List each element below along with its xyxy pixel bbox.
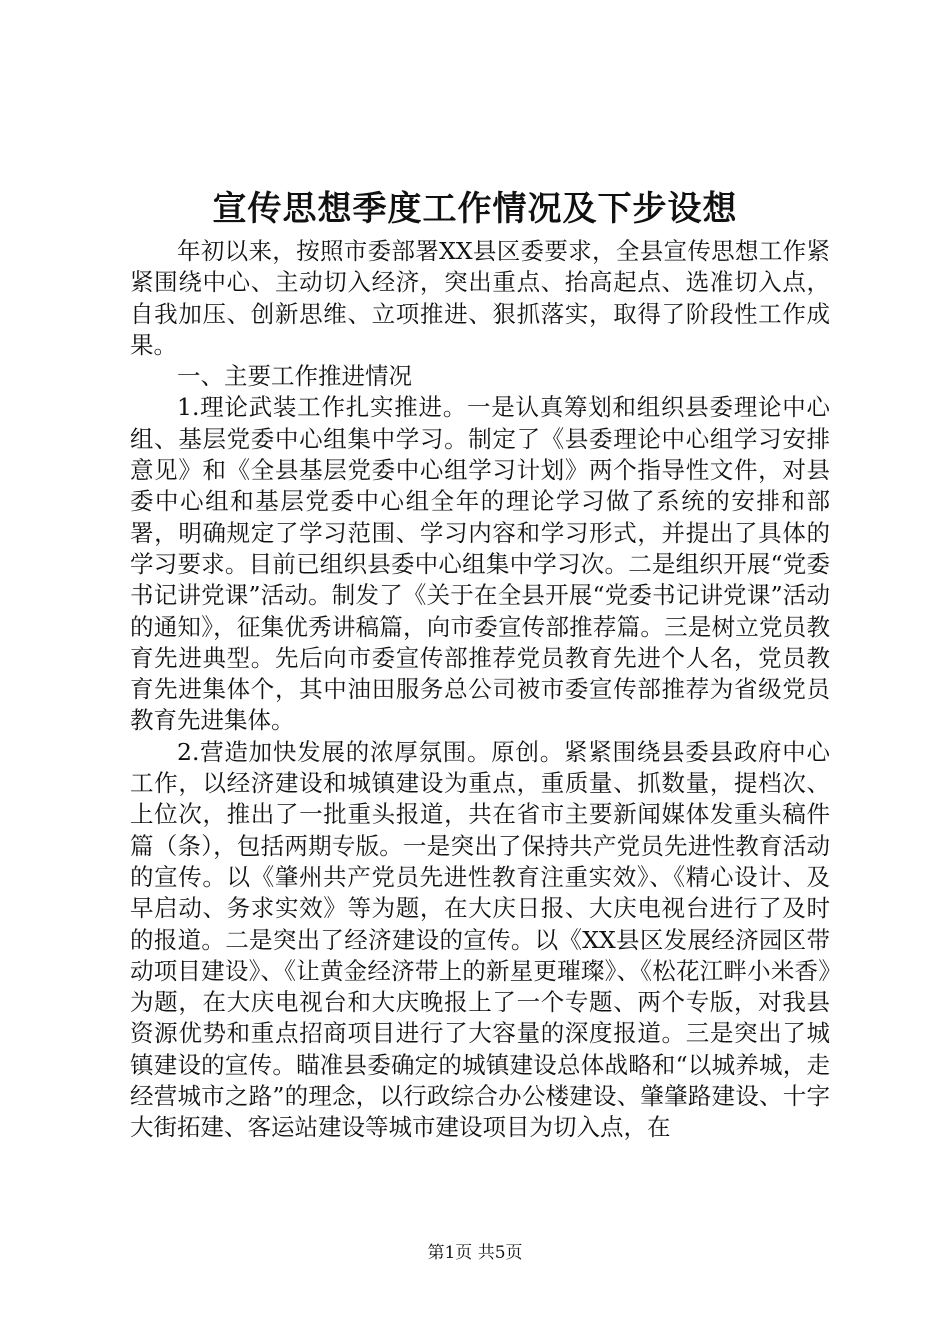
paragraph-theory: 1.理论武装工作扎实推进。一是认真筹划和组织县委理论中心组、基层党委中心组集中学习。制定了《县委理论中心组学习安排意见》和《全县基层党委中心组学习计划》两个指导性文件，对县委中心组和基层党委中心组全年的理论学习做了系统的安排和部署，明确规定了学习范围、学习内容和学习形式，并提出了具体的学习要求。目前已组织县委中心组集中学习次。二是组织开展“党委书记讲党课”活动。制发了《关于在全县开展“党委书记讲党课”活动的通知》，征集优秀讲稿篇，向市委宣传部推荐篇。三是树立党员教育先进典型。先后向市委宣传部推荐党员教育先进个人名，党员教育先进集体个，其中油田服务总公司被市委宣传部推荐为省级党员教育先进集体。: [130, 393, 830, 735]
document-title: 宣传思想季度工作情况及下步设想: [212, 189, 738, 229]
paragraph-atmosphere: 2.营造加快发展的浓厚氛围。原创。紧紧围绕县委县政府中心工作，以经济建设和城镇建设为重点，重质量、抓数量，提档次、上位次，推出了一批重头报道，共在省市主要新闻媒体发重头稿件篇（条），包括两期专版。一是突出了保持共产党员先进性教育活动的宣传。以《肇州共产党员先进性教育注重实效》、《精心设计、及早启动、务求实效》等为题，在大庆日报、大庆电视台进行了及时的报道。二是突出了经济建设的宣传。以《XX县区发展经济园区带动项目建设》、《让黄金经济带上的新星更璀璨》、《松花江畔小米香》为题，在大庆电视台和大庆晚报上了一个专题、两个专版，对我县资源优势和重点招商项目进行了大容量的深度报道。三是突出了城镇建设的宣传。瞄准县委确定的城镇建设总体战略和“以城养城，走经营城市之路”的理念，以行政综合办公楼建设、肇肇路建设、十字大街拓建、客运站建设等城市建设项目为切入点，在: [130, 737, 830, 1142]
document-body: [130, 236, 830, 1144]
page-footer: 第1页 共5页: [427, 1243, 523, 1263]
section-heading: 一、主要工作推进情况: [177, 362, 412, 391]
paragraph-intro: 年初以来，按照市委部署XX县区委要求，全县宣传思想工作紧紧围绕中心、主动切入经济，突出重点、抬高起点、选准切入点，自我加压、创新思维、立项推进、狠抓落实，取得了阶段性工作成果。: [130, 237, 830, 359]
